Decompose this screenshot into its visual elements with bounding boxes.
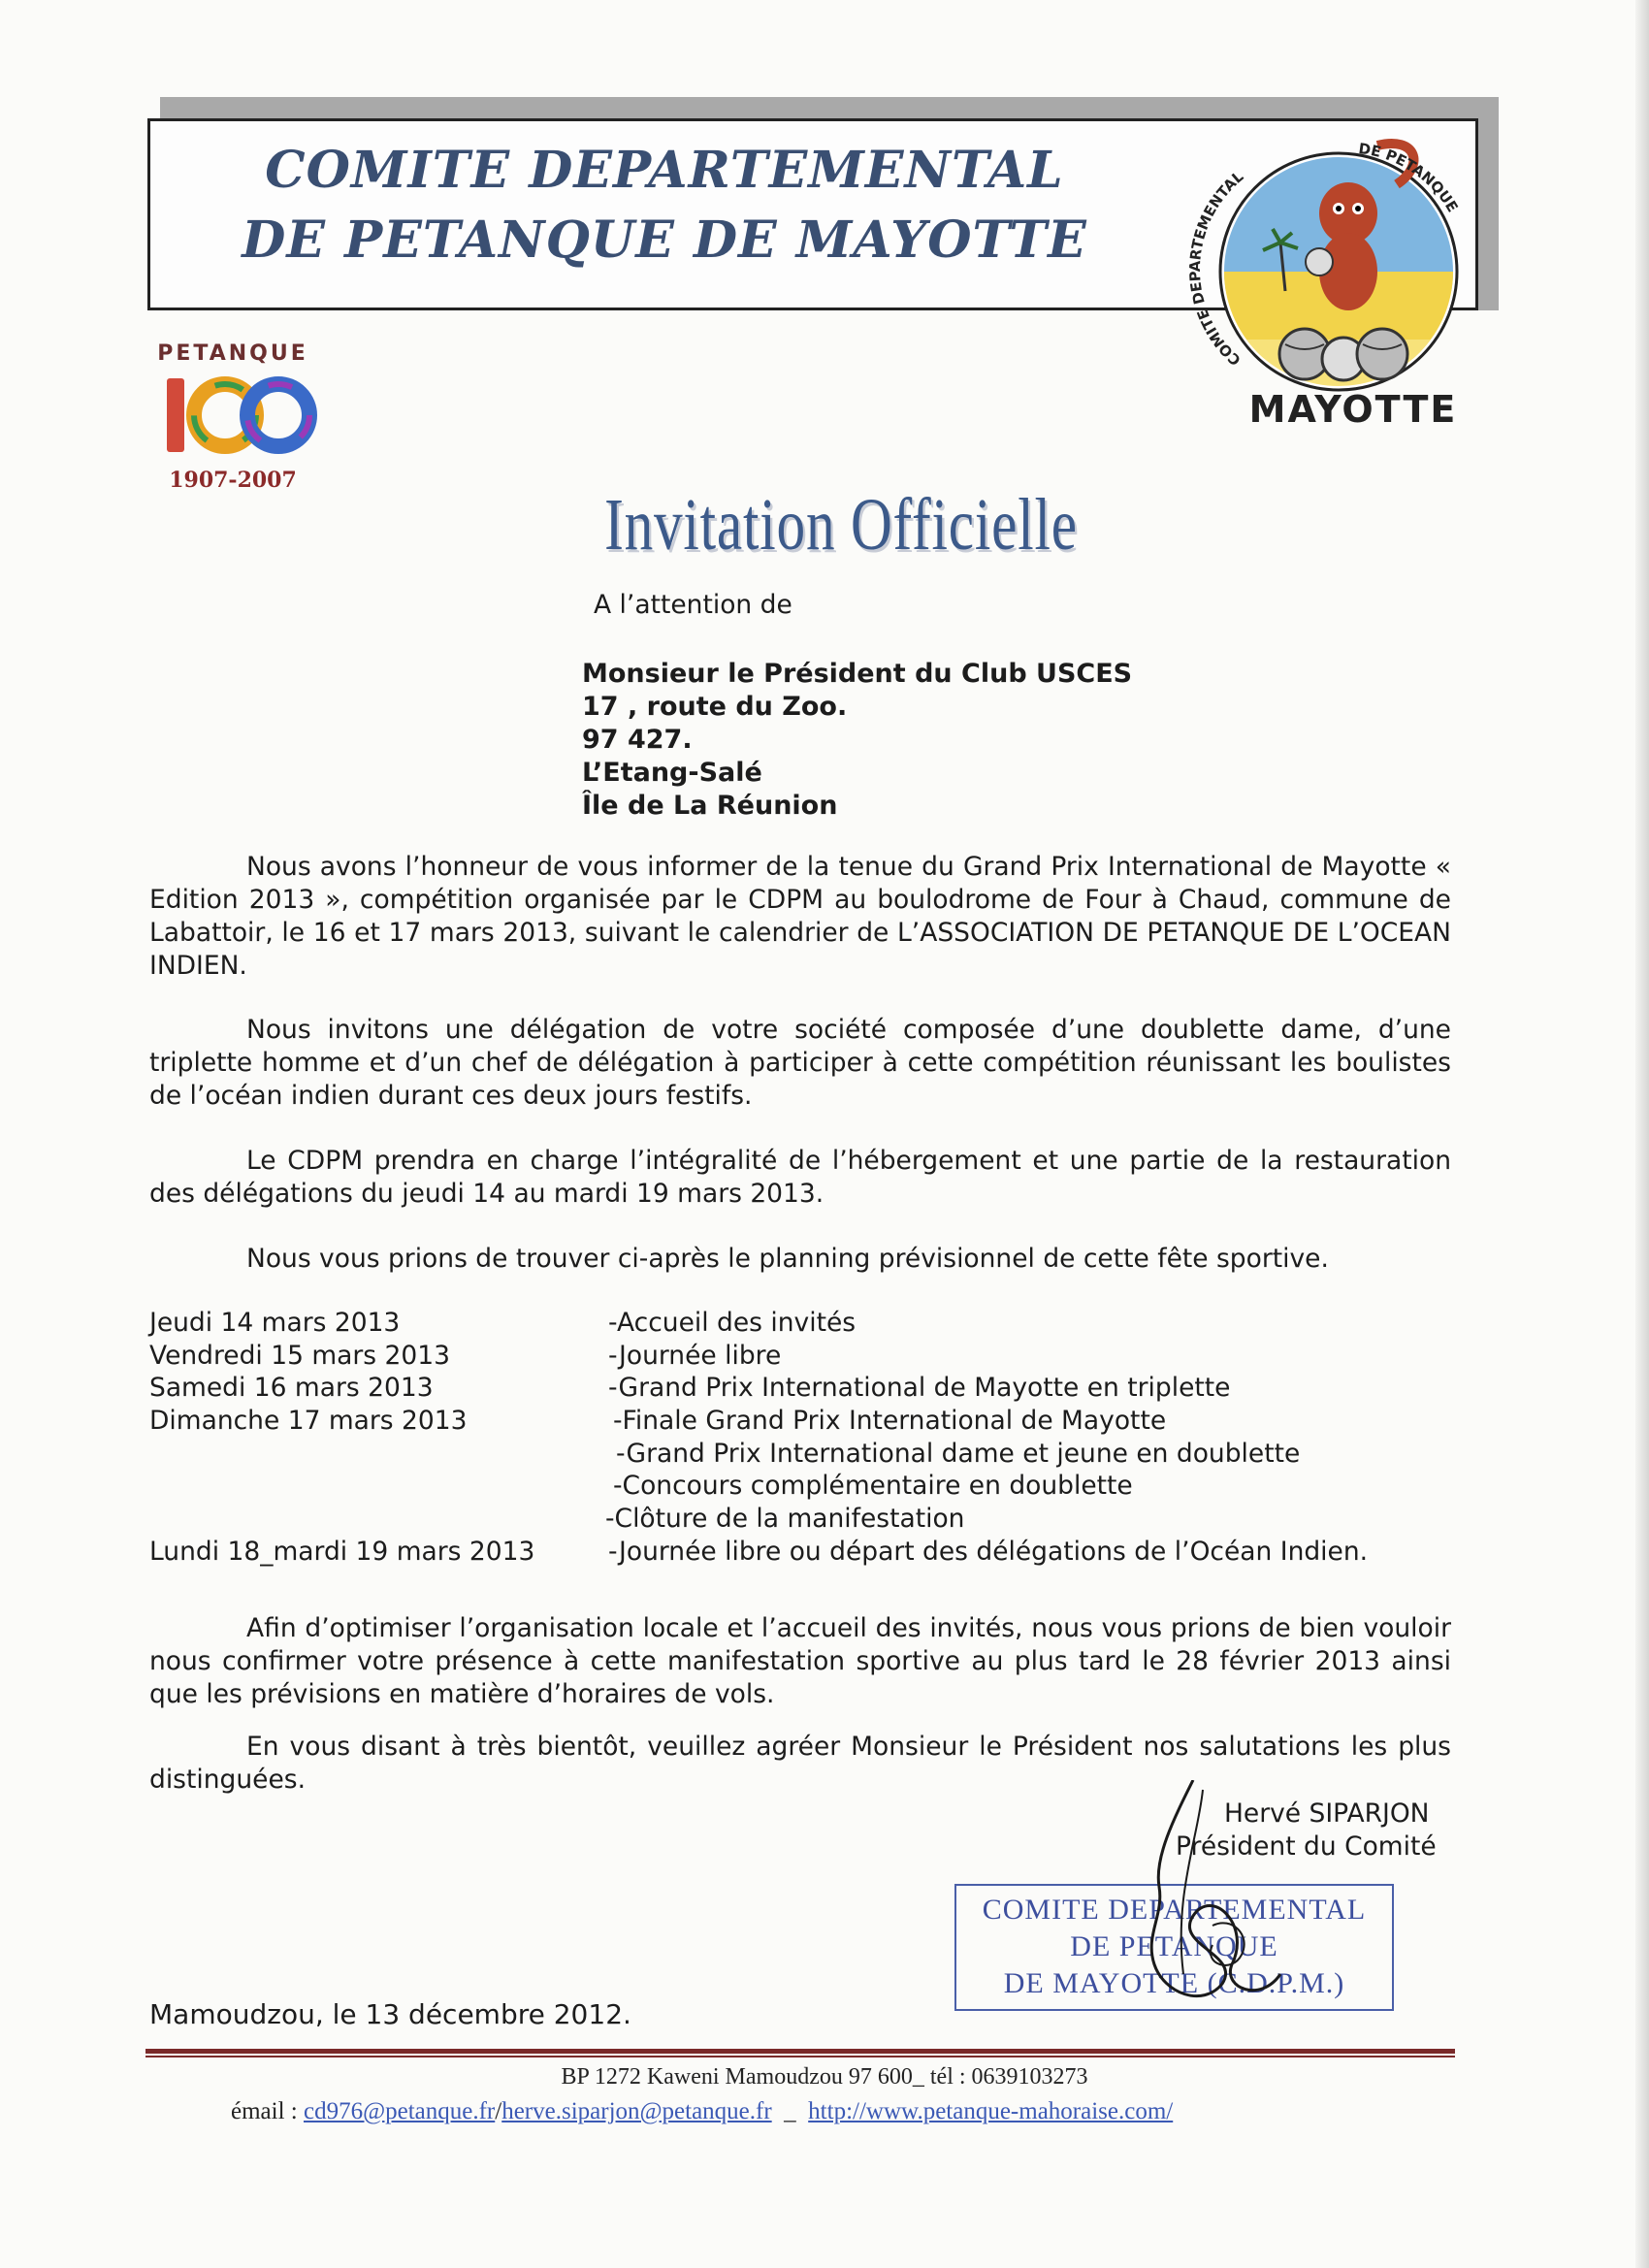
- stamp-line: COMITE DEPARTEMENTAL: [982, 1894, 1367, 1926]
- recipient-address: [582, 658, 1132, 823]
- stamp-line: DE MAYOTTE (C.D.P.M.): [1003, 1967, 1345, 1999]
- paragraph-invitation: Nous invitons une délégation de votre société composée d’une doublette dame, d’une triplette homme et d’un chef de délégation à participer à cette compétition réunissant les boulistes de l’océan indien durant ces deux jours festifs.: [149, 1015, 1451, 1111]
- centenary-logo-years: 1907-2007: [169, 468, 297, 493]
- attention-line: A l’attention de: [594, 590, 792, 620]
- logo-bottom-text: MAYOTTE: [1248, 388, 1458, 431]
- email-link-cd976[interactable]: cd976@petanque.fr: [303, 2098, 496, 2124]
- boules-icon: [1279, 329, 1407, 380]
- website-link[interactable]: http://www.petanque-mahoraise.com/: [808, 2098, 1174, 2124]
- signatory-role: Président du Comité: [1176, 1831, 1437, 1862]
- handwritten-signature: [1116, 1780, 1290, 2013]
- invitation-title: Invitation Officielle: [604, 484, 1078, 566]
- schedule-date: Lundi 18_mardi 19 mars 2013: [149, 1537, 535, 1567]
- schedule-date: Jeudi 14 mars 2013: [149, 1308, 401, 1338]
- stamp-line: DE PETANQUE: [1070, 1930, 1278, 1962]
- paragraph-confirmation: Afin d’optimiser l’organisation locale et l’accueil des invités, nous vous prions de bien vouloir nous confirmer votre présence à cette manifestation sportive au plus tard le 28 février 2013 ainsi que les prévisions en matière d’horaires de vols.: [149, 1613, 1451, 1709]
- schedule-event: -Journée libre: [608, 1341, 782, 1371]
- schedule-event: -Journée libre ou départ des délégations de l’Océan Indien.: [608, 1537, 1369, 1567]
- address-line: Île de La Réunion: [582, 791, 838, 821]
- centenary-logo-top-text: PETANQUE: [157, 341, 308, 366]
- footer-contacts: [231, 2098, 1173, 2125]
- email-separator: /: [495, 2098, 502, 2124]
- footer-address: BP 1272 Kaweni Mamoudzou 97 600_ tél : 0639103273: [561, 2064, 1088, 2090]
- logo-ring-text-right: DE PETANQUE: [1357, 139, 1462, 215]
- paragraph-closing: En vous disant à très bientôt, veuillez agréer Monsieur le Président nos salutations les plus distinguées.: [149, 1732, 1451, 1795]
- address-line: 17 , route du Zoo.: [582, 692, 848, 722]
- schedule-date: Dimanche 17 mars 2013: [149, 1406, 468, 1436]
- paragraph-accommodation: Le CDPM prendra en charge l’intégralité de l’hébergement et une partie de la restauration des délégations du jeudi 14 au mardi 19 mars 2013.: [149, 1146, 1451, 1209]
- paragraph-announcement: Nous avons l’honneur de vous informer de la tenue du Grand Prix International de Mayotte « Edition 2013 », compétition organisée par le CDPM au boulodrome de Four à Chaud, commune de Labattoir, le 16 et 17 mars 2013, suivant le calendrier de L’ASSOCIATION DE PETANQUE DE L’OCEAN INDIEN.: [149, 852, 1451, 981]
- address-line: 97 427.: [582, 725, 693, 755]
- schedule-event: -Grand Prix International dame et jeune en doublette: [616, 1439, 1301, 1469]
- header-title-line2: DE PETANQUE DE MAYOTTE: [242, 211, 1087, 270]
- paragraph-planning-intro: Nous vous prions de trouver ci-après le planning prévisionnel de cette fête sportive.: [246, 1244, 1329, 1274]
- footer-gap: _: [771, 2098, 809, 2124]
- schedule-event: -Accueil des invités: [608, 1308, 857, 1338]
- address-line: Monsieur le Président du Club USCES: [582, 659, 1133, 689]
- page-edge-shadow: [1635, 0, 1649, 2268]
- schedule-event: -Grand Prix International de Mayotte en triplette: [608, 1373, 1231, 1403]
- signatory-name: Hervé SIPARJON: [1224, 1798, 1430, 1829]
- schedule-date: Samedi 16 mars 2013: [149, 1373, 434, 1403]
- footer-rule: [146, 2049, 1455, 2054]
- email-label: émail :: [231, 2098, 304, 2124]
- address-line: L’Etang-Salé: [582, 758, 762, 788]
- logo-ring-text-left: COMITE DEPARTEMENTAL: [1185, 167, 1247, 370]
- schedule-date: Vendredi 15 mars 2013: [149, 1341, 450, 1371]
- header-title-line1: COMITE DEPARTEMENTAL: [265, 141, 1064, 200]
- schedule-event: -Finale Grand Prix International de Mayotte: [613, 1406, 1167, 1436]
- centenary-100-logo: [147, 367, 322, 464]
- schedule-event: -Clôture de la manifestation: [605, 1504, 965, 1534]
- place-and-date: Mamoudzou, le 13 décembre 2012.: [149, 1998, 631, 2030]
- schedule-event: -Concours complémentaire en doublette: [613, 1471, 1133, 1501]
- footer-rule: [146, 2056, 1455, 2057]
- email-link-president[interactable]: herve.siparjon@petanque.fr: [501, 2098, 772, 2124]
